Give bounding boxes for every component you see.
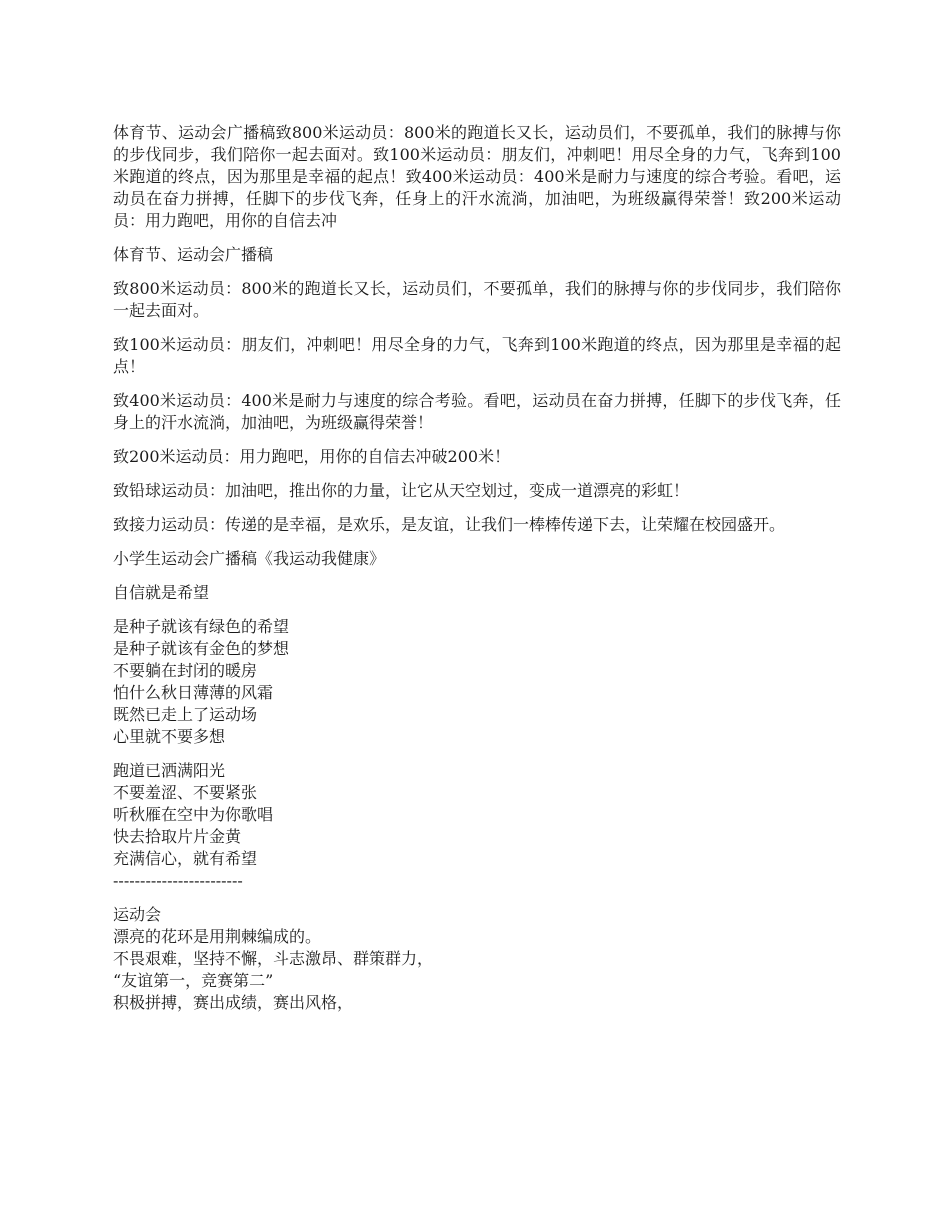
poem-line: 充满信心，就有希望	[113, 849, 258, 868]
paragraph-400m: 致400米运动员：400米是耐力与速度的综合考验。看吧，运动员在奋力拼搏，任脚下的步伐飞奔，任身上的汗水流淌，加油吧，为班级赢得荣誉！	[113, 391, 841, 432]
document-title: 体育节、运动会广播稿	[113, 245, 274, 264]
poem-line: 听秋雁在空中为你歌唱	[113, 805, 274, 824]
paragraph-relay: 致接力运动员：传递的是幸福，是欢乐，是友谊，让我们一棒棒传递下去，让荣耀在校园盛开。	[113, 515, 786, 534]
poem-line: 积极拼搏，赛出成绩，赛出风格，	[113, 993, 354, 1012]
poem-line: 不要躺在封闭的暖房	[113, 661, 258, 680]
paragraph-800m: 致800米运动员：800米的跑道长又长，运动员们，不要孤单，我们的脉搏与你的步伐同步，我们陪你一起去面对。	[113, 279, 841, 320]
poem-line: 不畏艰难，坚持不懈，斗志激昂、群策群力，	[113, 949, 434, 968]
poem-line: 是种子就该有金色的梦想	[113, 639, 290, 658]
summary-paragraph: 体育节、运动会广播稿致800米运动员：800米的跑道长又长，运动员们，不要孤单，我们的脉搏与你的步伐同步，我们陪你一起去面对。致100米运动员：朋友们，冲刺吧！用尽全身的力气，飞奔到100米跑道的终点，因为那里是幸福的起点！致400米运动员：400米是耐力与速度的综合考验。看吧，运动员在奋力拼搏，任脚下的步伐飞奔，任身上的汗水流淌，加油吧，为班级赢得荣誉！致200米运动员：用力跑吧，用你的自信去冲	[113, 123, 841, 230]
paragraph-shotput: 致铅球运动员：加油吧，推出你的力量，让它从天空划过，变成一道漂亮的彩虹！	[113, 481, 690, 500]
section-separator: ------------------------	[113, 871, 243, 890]
poem-stanza-3	[113, 904, 841, 1014]
poem-stanza-2	[113, 760, 841, 870]
document-page	[113, 122, 841, 1014]
poem-line: 快去拾取片片金黄	[113, 827, 242, 846]
poem-line: 既然已走上了运动场	[113, 705, 258, 724]
poem-line: 心里就不要多想	[113, 727, 226, 746]
poem-line: 是种子就该有绿色的希望	[113, 617, 290, 636]
poem-line: 漂亮的花环是用荆棘编成的。	[113, 927, 322, 946]
poem-line: 怕什么秋日薄薄的风霜	[113, 683, 274, 702]
broadcast-subtitle: 小学生运动会广播稿《我运动我健康》	[113, 549, 386, 568]
poem-title: 自信就是希望	[113, 583, 210, 602]
paragraph-100m: 致100米运动员：朋友们，冲刺吧！用尽全身的力气，飞奔到100米跑道的终点，因为那里是幸福的起点！	[113, 335, 841, 376]
poem-stanza-1	[113, 616, 841, 748]
paragraph-200m: 致200米运动员：用力跑吧，用你的自信去冲破200米！	[113, 447, 511, 466]
poem-line: 不要羞涩、不要紧张	[113, 783, 258, 802]
section-title: 运动会	[113, 905, 162, 924]
poem-line: 跑道已洒满阳光	[113, 761, 226, 780]
poem-line: “友谊第一，竞赛第二”	[113, 971, 274, 990]
